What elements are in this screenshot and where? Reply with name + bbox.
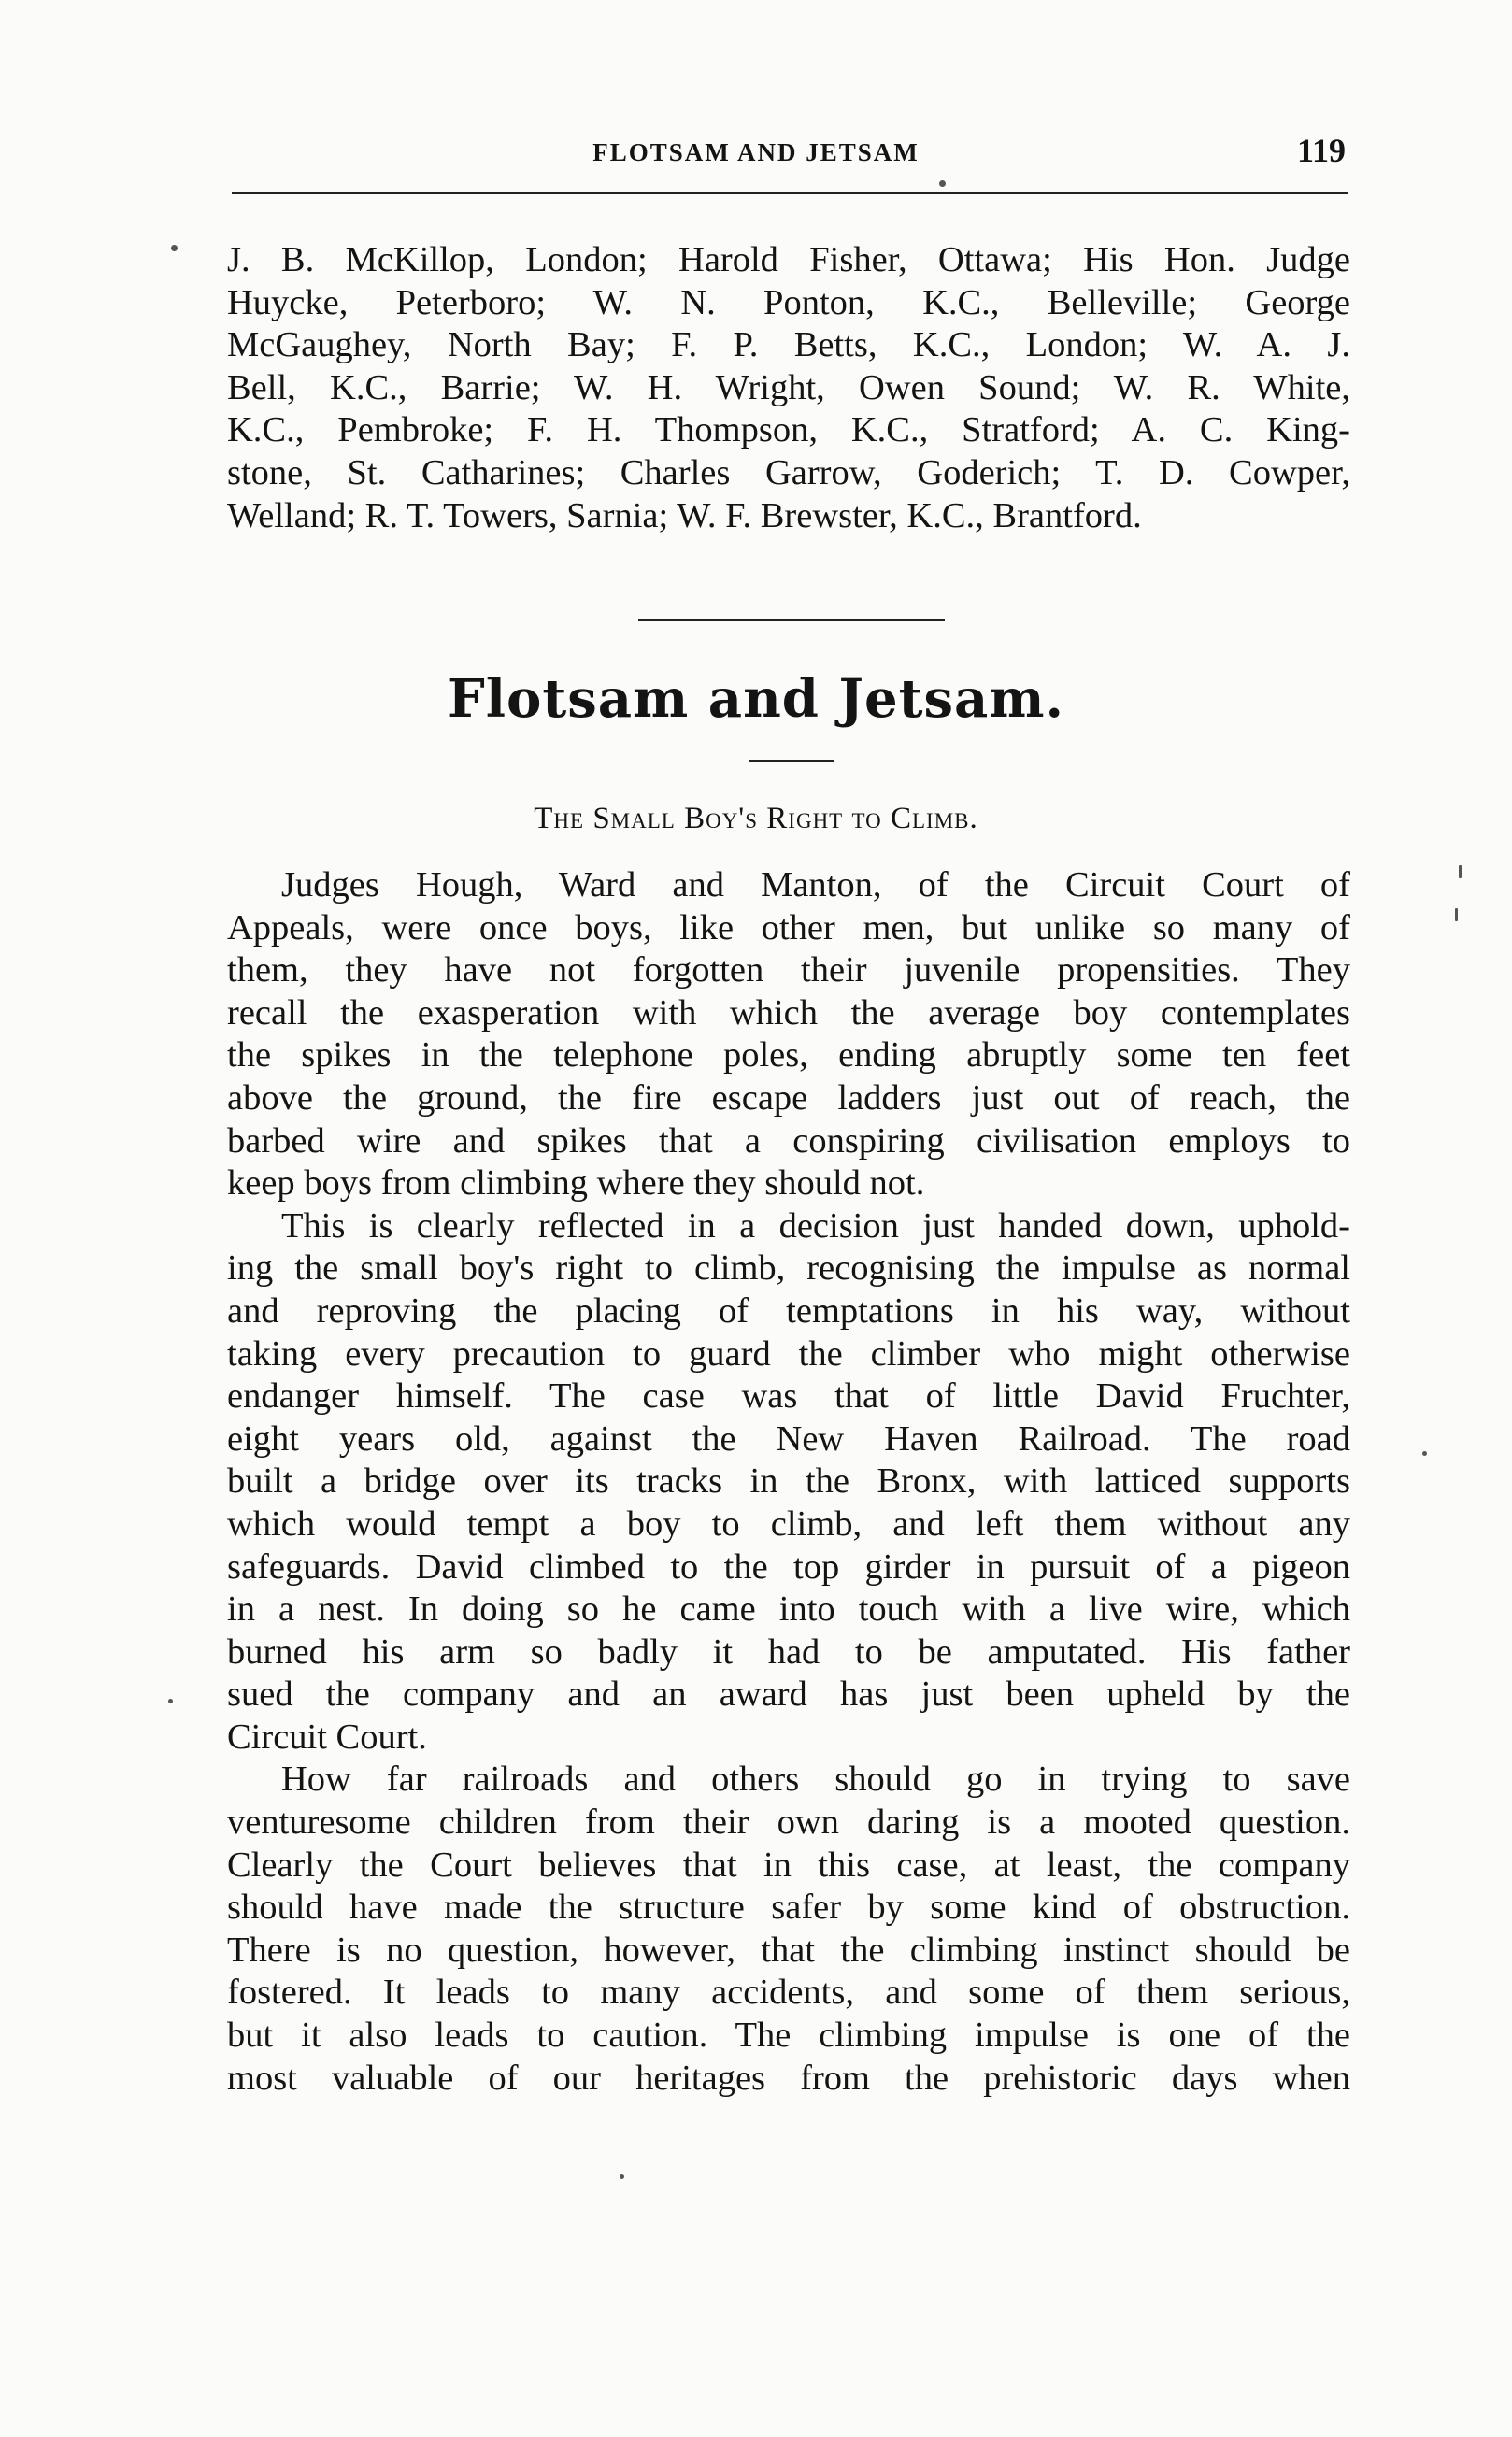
- scan-speck: [620, 2174, 624, 2179]
- text-line: Appeals, were once boys, like other men, but unlike so many of: [227, 907, 1350, 948]
- text-line: in a nest. In doing so he came into touch with a live wire, which: [227, 1589, 1350, 1630]
- section-title: Flotsam and Jetsam.: [447, 668, 1065, 730]
- text-line: keep boys from climbing where they should not.: [227, 1163, 925, 1204]
- text-line: burned his arm so badly it had to be amputated. His father: [227, 1632, 1350, 1672]
- section-divider: [638, 619, 945, 621]
- text-line: the spikes in the telephone poles, ending abruptly some ten feet: [227, 1035, 1350, 1076]
- text-line: stone, St. Catharines; Charles Garrow, Goderich; T. D. Cowper,: [227, 452, 1350, 492]
- text-line: built a bridge over its tracks in the Bronx, with latticed supports: [227, 1461, 1350, 1502]
- scan-speck: [939, 180, 946, 187]
- scan-speck: [171, 245, 178, 251]
- scan-speck: [1459, 865, 1462, 878]
- text-line: McGaughey, North Bay; F. P. Betts, K.C., London; W. A. J.: [227, 325, 1350, 365]
- text-line: sued the company and an award has just been upheld by the: [227, 1675, 1350, 1715]
- text-line: Welland; R. T. Towers, Sarnia; W. F. Brewster, K.C., Brantford.: [227, 495, 1142, 535]
- text-line: Bell, K.C., Barrie; W. H. Wright, Owen Sound; W. R. White,: [227, 367, 1350, 407]
- text-line: How far railroads and others should go in trying to save: [281, 1760, 1350, 1800]
- article-body: [227, 864, 1350, 2100]
- names-paragraph: [227, 239, 1350, 537]
- text-line: safeguards. David climbed to the top girder in pursuit of a pigeon: [227, 1546, 1350, 1587]
- text-line: eight years old, against the New Haven Railroad. The road: [227, 1418, 1350, 1459]
- text-line: should have made the structure safer by some kind of obstruction.: [227, 1888, 1350, 1928]
- text-line: ing the small boy's right to climb, recognising the impulse as normal: [227, 1248, 1350, 1289]
- text-line: most valuable of our heritages from the prehistoric days when: [227, 2058, 1350, 2098]
- scan-speck: [1455, 908, 1458, 921]
- header-rule: [232, 192, 1348, 194]
- text-line: Clearly the Court believes that in this case, at least, the company: [227, 1845, 1350, 1885]
- running-header: FLOTSAM AND JETSAM: [592, 138, 920, 166]
- text-line: J. B. McKillop, London; Harold Fisher, Ottawa; His Hon. Judge: [227, 240, 1350, 279]
- text-line: them, they have not forgotten their juvenile propensities. They: [227, 950, 1350, 990]
- text-line: endanger himself. The case was that of little David Fruchter,: [227, 1376, 1350, 1417]
- scan-speck: [168, 1699, 173, 1703]
- text-line: Judges Hough, Ward and Manton, of the Circuit Court of: [281, 865, 1350, 905]
- text-line: recall the exasperation with which the average boy contemplates: [227, 992, 1350, 1033]
- text-line: venturesome children from their own daring is a mooted question.: [227, 1803, 1350, 1843]
- page-number: 119: [1297, 132, 1347, 169]
- article-title: The Small Boy's Right to Climb.: [534, 802, 978, 835]
- text-line: There is no question, however, that the climbing instinct should be: [227, 1930, 1350, 1970]
- text-line: Circuit Court.: [227, 1717, 427, 1757]
- scan-speck: [1422, 1451, 1427, 1456]
- text-line: Huycke, Peterboro; W. N. Ponton, K.C., Belleville; George: [227, 282, 1350, 322]
- text-line: but it also leads to caution. The climbing impulse is one of the: [227, 2016, 1350, 2056]
- text-line: This is clearly reflected in a decision just handed down, uphold-: [281, 1205, 1350, 1246]
- text-line: above the ground, the fire escape ladders just out of reach, the: [227, 1077, 1350, 1118]
- text-line: and reproving the placing of temptations in his way, without: [227, 1290, 1350, 1331]
- text-line: which would tempt a boy to climb, and left them without any: [227, 1504, 1350, 1544]
- title-divider: [749, 760, 834, 762]
- text-line: taking every precaution to guard the climber who might otherwise: [227, 1333, 1350, 1374]
- text-line: fostered. It leads to many accidents, and some of them serious,: [227, 1973, 1350, 2013]
- text-line: barbed wire and spikes that a conspiring civilisation employs to: [227, 1120, 1350, 1161]
- text-line: K.C., Pembroke; F. H. Thompson, K.C., Stratford; A. C. King-: [227, 410, 1350, 450]
